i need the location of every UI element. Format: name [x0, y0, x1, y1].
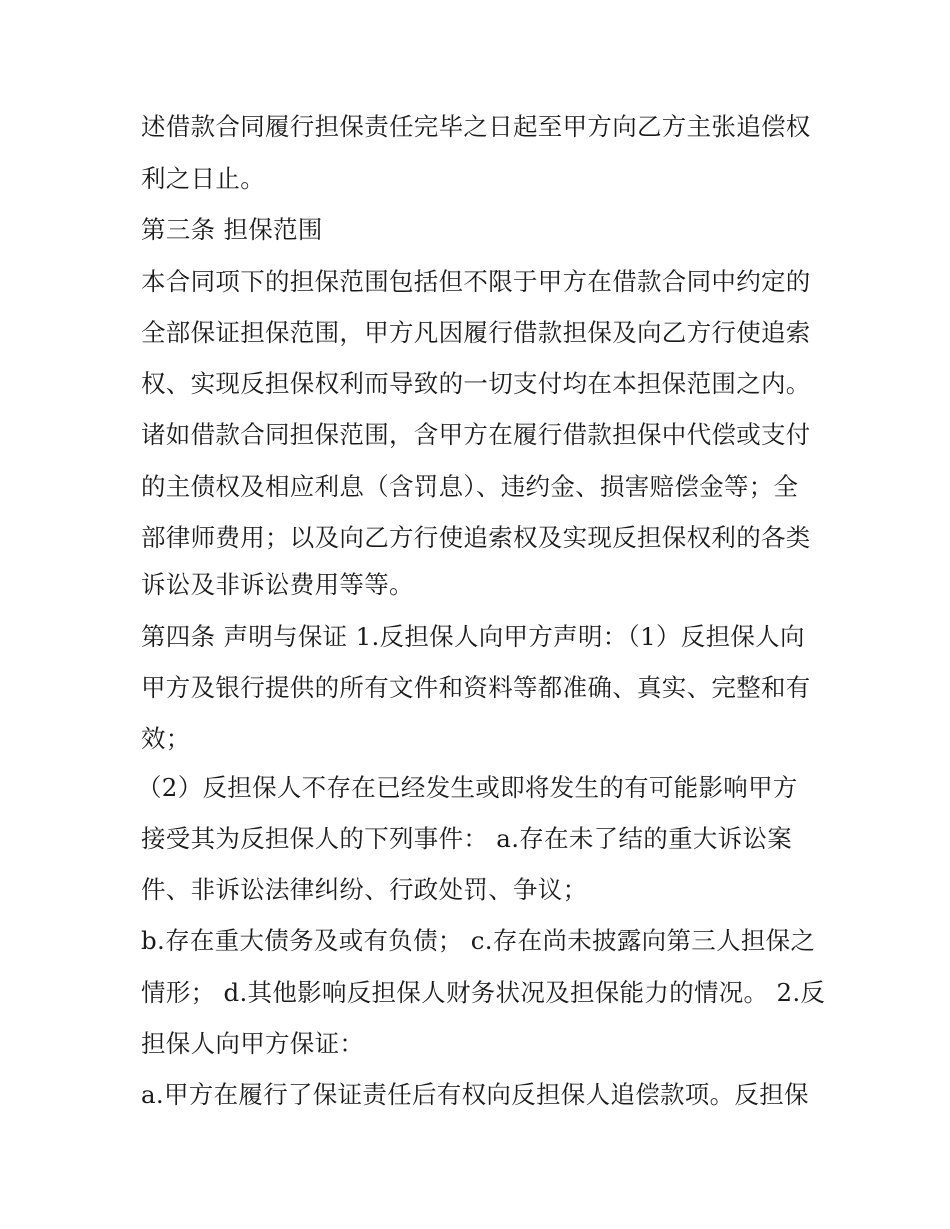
section-heading: 第四条 声明与保证 1.反担保人向甲方声明：（1）反担保人向 [141, 622, 805, 651]
text-line: a.甲方在履行了保证责任后有权向反担保人追偿款项。反担保 [141, 1080, 809, 1109]
text-line: 述借款合同履行担保责任完毕之日起至甲方向乙方主张追偿权 [141, 112, 811, 141]
text-line: 效； [141, 724, 191, 753]
text-line: 甲方及银行提供的所有文件和资料等都准确、真实、完整和有 [141, 673, 811, 702]
text-line: 利之日止。 [141, 164, 265, 193]
text-line: 权、实现反担保权利而导致的一切支付均在本担保范围之内。 [141, 369, 811, 398]
text-line: 全部保证担保范围，甲方凡因履行借款担保及向乙方行使追索 [141, 318, 811, 347]
text-line: 担保人向甲方保证： [141, 1029, 365, 1058]
text-line: 本合同项下的担保范围包括但不限于甲方在借款合同中约定的 [141, 267, 811, 296]
section-heading: 第三条 担保范围 [141, 215, 323, 244]
text-line: （2）反担保人不存在已经发生或即将发生的有可能影响甲方 [137, 773, 798, 802]
text-line: 诸如借款合同担保范围，含甲方在履行借款担保中代偿或支付 [141, 420, 811, 449]
text-line: 接受其为反担保人的下列事件： a.存在未了结的重大诉讼案 [141, 824, 793, 853]
text-line: b.存在重大债务及或有负债； c.存在尚未披露向第三人担保之 [141, 926, 816, 955]
text-line: 的主债权及相应利息（含罚息）、违约金、损害赔偿金等；全 [141, 472, 799, 501]
text-line: 部律师费用；以及向乙方行使追索权及实现反担保权利的各类 [141, 523, 811, 552]
text-line: 诉讼及非诉讼费用等等。 [141, 570, 414, 599]
text-line: 情形； d.其他影响反担保人财务状况及担保能力的情况。 2.反 [141, 978, 826, 1007]
text-line: 件、非诉讼法律纠纷、行政处罚、争议； [141, 875, 588, 904]
